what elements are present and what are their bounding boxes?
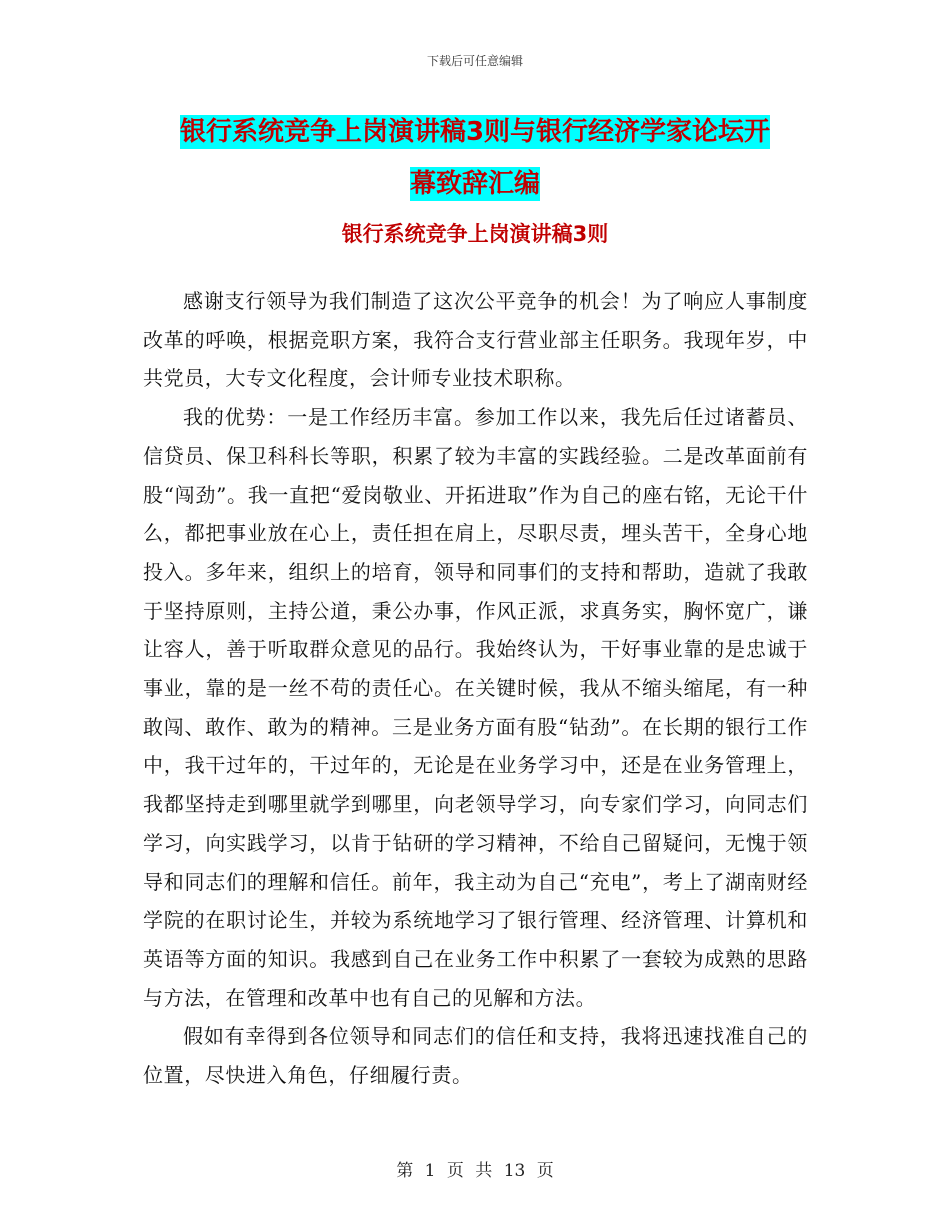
- document-title-line-1: 银行系统竞争上岗演讲稿3则与银行经济学家论坛开: [179, 117, 771, 147]
- document-title-line-2: 幕致辞汇编: [409, 169, 540, 199]
- document-body: [143, 282, 808, 1095]
- document-title: [140, 106, 810, 210]
- section-title: 银行系统竞争上岗演讲稿3则: [341, 222, 609, 246]
- paragraph: 我的优势：一是工作经历丰富。参加工作以来，我先后任过诸蓄员、信贷员、保卫科科长等职，积累了较为丰富的实践经验。二是改革面前有股“闯劲”。我一直把“爱岗敬业、开拓进取”作为自己的座右铭，无论干什么，都把事业放在心上，责任担在肩上，尽职尽责，埋头苦干，全身心地投入。多年来，组织上的培育，领导和同事们的支持和帮助，造就了我敢于坚持原则，主持公道，秉公办事，作风正派，求真务实，胸怀宽广，谦让容人，善于听取群众意见的品行。我始终认为，干好事业靠的是忠诚于事业，靠的是一丝不苟的责任心。在关键时候，我从不缩头缩尾，有一种敢闯、敢作、敢为的精神。三是业务方面有股“钻劲”。在长期的银行工作中，我干过年的，干过年的，无论是在业务学习中，还是在业务管理上，我都坚持走到哪里就学到哪里，向老领导学习，向专家们学习，向同志们学习，向实践学习，以肯于钻研的学习精神，不给自己留疑问，无愧于领导和同志们的理解和信任。前年，我主动为自己“充电”，考上了湖南财经学院的在职讨论生，并较为系统地学习了银行管理、经济管理、计算机和英语等方面的知识。我感到自己在业务工作中积累了一套较为成熟的思路与方法，在管理和改革中也有自己的见解和方法。: [143, 405, 808, 1010]
- page-number-footer: 第 1 页 共 13 页: [396, 1161, 554, 1181]
- paragraph: 假如有幸得到各位领导和同志们的信任和支持，我将迅速找准自己的位置，尽快进入角色，仔细履行责。: [143, 1024, 808, 1088]
- paragraph: 感谢支行领导为我们制造了这次公平竞争的机会！为了响应人事制度改革的呼唤，根据竞职方案，我符合支行营业部主任职务。我现年岁，中共党员，大专文化程度，会计师专业技术职称。: [143, 289, 808, 391]
- header-note: 下载后可任意编辑: [426, 54, 523, 68]
